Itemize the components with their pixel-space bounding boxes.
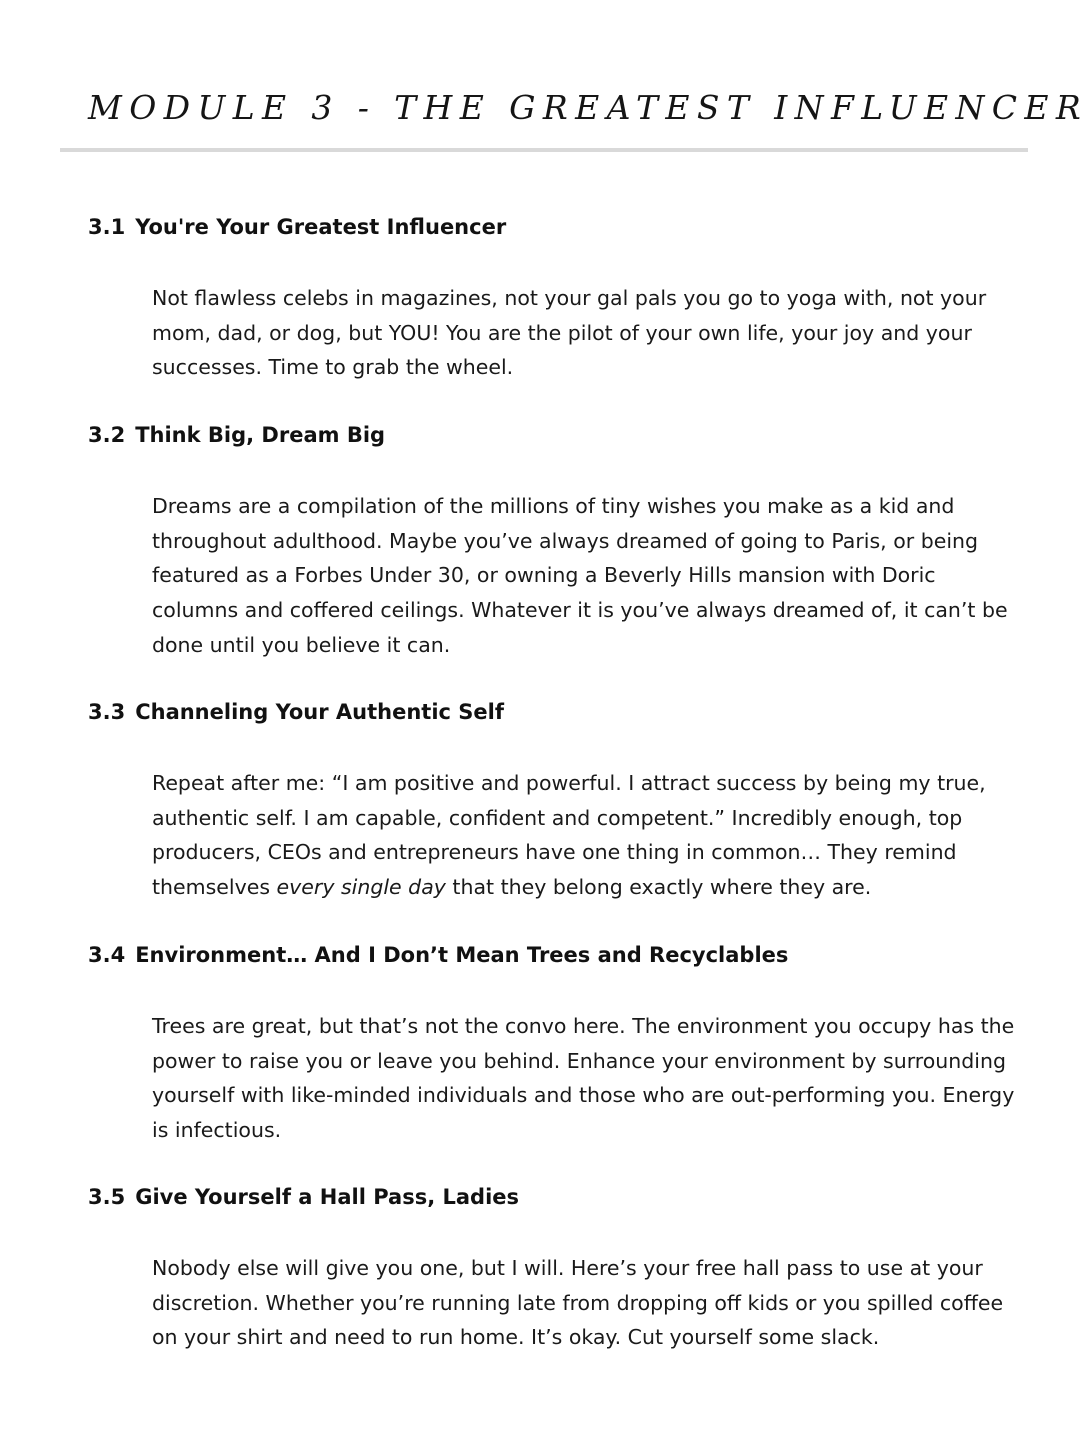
section-body-text: that they belong exactly where they are. [445, 875, 872, 900]
section-heading-text: You're Your Greatest Influencer [135, 215, 507, 239]
section-body: Not flawless celebs in magazines, not your gal pals you go to yoga with, not your mom, dad, or dog, but YOU! You are the pilot of your own life, your joy and your successes. Time to grab the wheel. [152, 286, 987, 380]
section-number: 3.3 [88, 700, 126, 724]
module-title: MODULE 3 - THE GREATEST INFLUENCER [88, 88, 1088, 127]
section-heading [88, 1183, 1018, 1211]
section-heading-text: Environment… And I Don’t Mean Trees and Recyclables [135, 943, 789, 967]
section-body: Dreams are a compilation of the millions of tiny wishes you make as a kid and throughout adulthood. Maybe you’ve always dreamed of going to Paris, or being featured as a Forbes Under 30, or owning a Beverly Hills mansion with Doric columns and coffered ceilings. Whatever it is you’ve always dreamed of, it can’t be done until you believe it can. [152, 494, 1008, 657]
emphasized-text: every single day [276, 875, 446, 900]
section-3-5 [88, 1183, 1018, 1355]
section-heading [88, 698, 1018, 726]
section-heading [88, 941, 1018, 969]
section-number: 3.1 [88, 215, 126, 239]
section-body [152, 766, 1022, 905]
section-body: Nobody else will give you one, but I will. Here’s your free hall pass to use at your discretion. Whether you’re running late from dropping off kids or you spilled coffee on your shirt and need to run home. It’s okay. Cut yourself some slack. [152, 1256, 1004, 1350]
section-heading-text: Give Yourself a Hall Pass, Ladies [135, 1185, 520, 1209]
section-number: 3.5 [88, 1185, 126, 1209]
section-heading-text: Channeling Your Authentic Self [135, 700, 504, 724]
section-heading [88, 213, 1018, 241]
section-body-text: Repeat after me: “I am positive and powerful. I attract success by being my true, authentic self. I am capable, confident and competent.” Incredibly enough, top producers, CEOs and entrepreneurs have one thing in common… They remind themselves [152, 771, 986, 900]
section-3-3 [88, 698, 1018, 905]
section-heading-text: Think Big, Dream Big [135, 423, 386, 447]
title-divider [60, 148, 1028, 152]
section-number: 3.4 [88, 943, 126, 967]
section-3-1 [88, 213, 1018, 385]
section-heading [88, 421, 1018, 449]
section-3-4 [88, 941, 1018, 1148]
section-number: 3.2 [88, 423, 126, 447]
section-body: Trees are great, but that’s not the convo here. The environment you occupy has the power to raise you or leave you behind. Enhance your environment by surrounding yourself with like-minded individuals and those who are out-performing you. Energy is infectious. [152, 1014, 1015, 1143]
section-3-2 [88, 421, 1018, 663]
